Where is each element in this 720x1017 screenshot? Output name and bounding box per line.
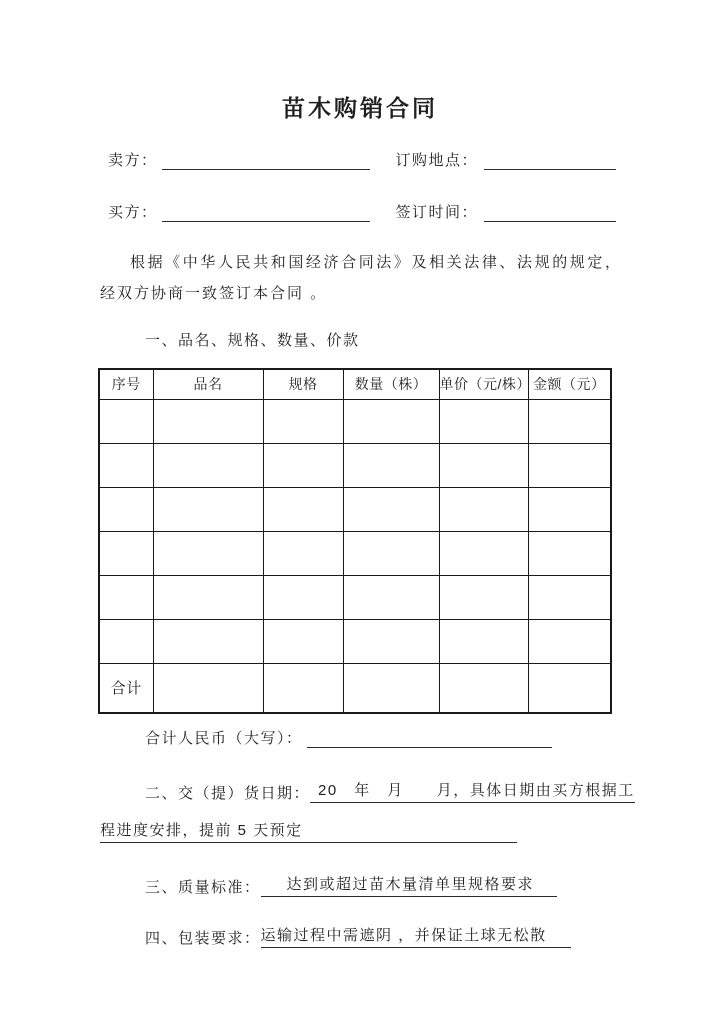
- table-cell: [153, 487, 263, 531]
- document-title: 苗木购销合同: [282, 96, 438, 121]
- table-cell: [153, 399, 263, 443]
- total-label-cell: 合计: [99, 663, 153, 713]
- table-cell: [263, 443, 343, 487]
- party-row-seller: [108, 150, 720, 170]
- table-cell: [528, 531, 611, 575]
- table-cell: [343, 487, 439, 531]
- table-cell: [528, 575, 611, 619]
- table-cell: [263, 619, 343, 663]
- section1-heading: 一、品名、规格、数量、价款: [145, 332, 360, 349]
- table-cell: [439, 531, 528, 575]
- party-row-buyer: [108, 202, 720, 222]
- header-cell-spec: 规格: [263, 369, 343, 399]
- table-cell: [99, 531, 153, 575]
- table-cell: [343, 619, 439, 663]
- table-cell: [528, 619, 611, 663]
- table-cell: [343, 443, 439, 487]
- buyer-label: 买方：: [108, 204, 158, 221]
- table-row: [99, 575, 611, 619]
- preamble-paragraph: 根据《中华人民共和国经济合同法》及相关法律、法规的规定，经双方协商一致签订本合同 。: [100, 254, 622, 302]
- table-cell: [528, 487, 611, 531]
- clause-quality-standard: [145, 873, 720, 897]
- table-cell: [153, 531, 263, 575]
- table-row: [99, 443, 611, 487]
- table-cell: [439, 663, 528, 713]
- table-cell: [528, 399, 611, 443]
- table-cell: [153, 663, 263, 713]
- table-header-row: [99, 369, 611, 399]
- table-cell: [528, 443, 611, 487]
- table-cell: [528, 663, 611, 713]
- clause-packaging-requirement-value: 运输过程中需遮阴 ，并保证土球无松散: [261, 924, 571, 948]
- clause-delivery-date: [145, 779, 720, 803]
- header-cell-product-name: 品名: [153, 369, 263, 399]
- header-cell-quantity: 数量（株）: [343, 369, 439, 399]
- table-cell: [99, 487, 153, 531]
- clause-packaging-requirement-label: 四、包装要求：: [145, 930, 261, 947]
- table-cell: [263, 663, 343, 713]
- table-cell: [99, 575, 153, 619]
- table-cell: [343, 399, 439, 443]
- table-cell: [99, 443, 153, 487]
- table-cell: [439, 619, 528, 663]
- total-in-words-row: [145, 728, 720, 748]
- table-cell: [439, 487, 528, 531]
- seller-label: 卖方：: [108, 152, 158, 169]
- goods-table: [98, 368, 612, 714]
- table-row: [99, 487, 611, 531]
- table-cell: [439, 443, 528, 487]
- total-in-words-label: 合计人民币（大写）：: [145, 730, 303, 747]
- table-row: [99, 619, 611, 663]
- clause-delivery-date-continuation: [100, 819, 720, 843]
- seller-fill-line: [162, 151, 370, 170]
- clause-quality-standard-value: 达到或超过苗木量清单里规格要求: [261, 873, 557, 897]
- table-cell: [343, 531, 439, 575]
- clause-delivery-date-label: 二、交（提）货日期：: [145, 785, 311, 802]
- table-cell: [263, 399, 343, 443]
- table-cell: [439, 399, 528, 443]
- clause-packaging-requirement: [145, 924, 720, 948]
- header-cell-amount: 金额（元）: [528, 369, 611, 399]
- table-cell: [99, 399, 153, 443]
- table-cell: [343, 575, 439, 619]
- table-cell: [99, 619, 153, 663]
- order-location-label: 订购地点：: [395, 152, 479, 169]
- table-cell: [263, 487, 343, 531]
- header-cell-index: 序号: [99, 369, 153, 399]
- table-cell: [153, 619, 263, 663]
- table-cell: [263, 531, 343, 575]
- table-cell: [343, 663, 439, 713]
- buyer-fill-line: [162, 203, 370, 222]
- table-cell: [263, 575, 343, 619]
- clause-delivery-date-value-line2: 程进度安排，提前 5 天预定: [100, 819, 517, 843]
- clause-quality-standard-label: 三、质量标准：: [145, 879, 261, 896]
- table-cell: [439, 575, 528, 619]
- signing-time-fill-line: [484, 203, 616, 222]
- signing-time-label: 签订时间：: [395, 204, 479, 221]
- total-in-words-fill-line: [307, 729, 552, 748]
- order-location-fill-line: [484, 151, 616, 170]
- table-row: [99, 399, 611, 443]
- table-cell: [153, 575, 263, 619]
- table-cell: [153, 443, 263, 487]
- table-total-row: [99, 663, 611, 713]
- clause-delivery-date-value: 20 年 月 月，具体日期由买方根据工: [310, 779, 635, 803]
- table-row: [99, 531, 611, 575]
- header-cell-unit-price: 单价（元/株）: [439, 369, 528, 399]
